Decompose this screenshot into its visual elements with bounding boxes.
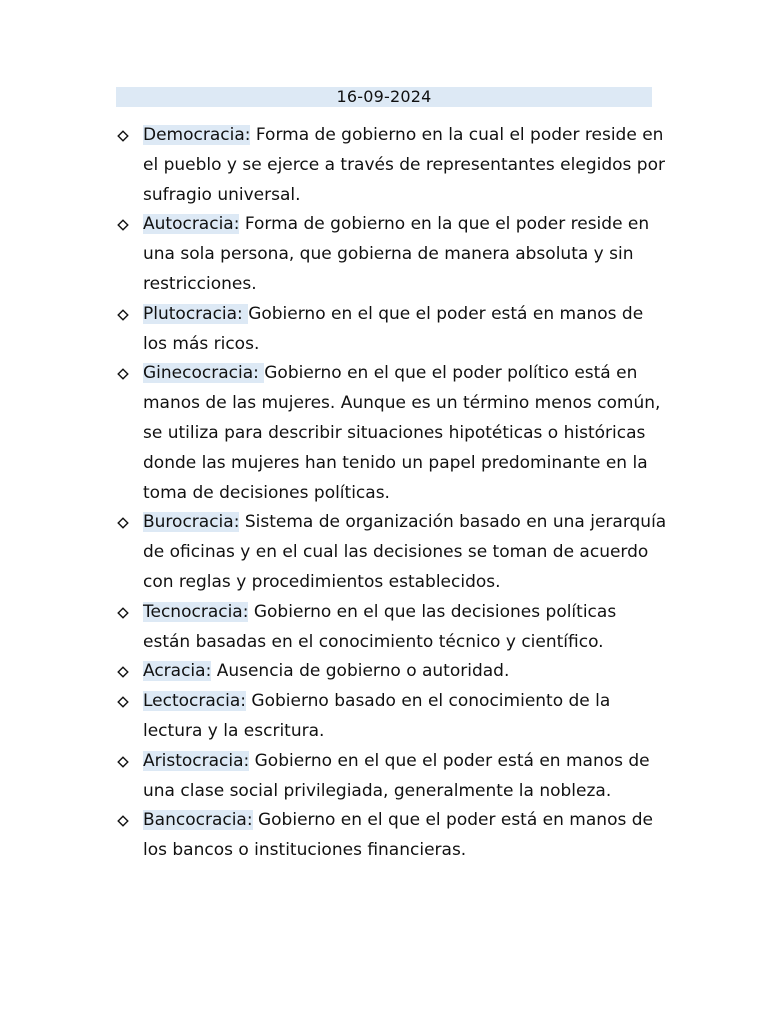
definition: Forma de gobierno en la que el poder reside en una sola persona, que gobierna de manera absoluta y sin restricciones. [143, 214, 650, 294]
diamond-bullet-icon [117, 696, 129, 708]
list-item-autocracia [0, 210, 768, 299]
diamond-bullet-icon [117, 309, 129, 321]
diamond-bullet-icon [117, 219, 129, 231]
term: Acracia: [143, 661, 212, 682]
definition: Gobierno en el que el poder político está en manos de las mujeres. Aunque es un término menos común, se utiliza para describir situaciones hipotéticas o históricas donde las mujeres han tenido un papel predominante en la toma de decisiones políticas. [143, 363, 661, 503]
list-item-tecnocracia [0, 598, 768, 658]
definition: Sistema de organización basado en una jerarquía de oficinas y en el cual las decisiones se toman de acuerdo con reglas y procedimientos establecidos. [143, 512, 667, 592]
diamond-bullet-icon [117, 815, 129, 827]
term: Autocracia: [143, 214, 240, 235]
diamond-bullet-icon [117, 666, 129, 678]
list-item-plutocracia [0, 300, 768, 360]
list-item-burocracia [0, 508, 768, 597]
list-item-lectocracia [0, 687, 768, 747]
term: Aristocracia: [143, 750, 250, 771]
diamond-bullet-icon [117, 130, 129, 142]
list-item-bancocracia [0, 806, 768, 866]
diamond-bullet-icon [117, 607, 129, 619]
term: Democracia: [143, 125, 251, 145]
list-item-acracia [0, 657, 768, 687]
definition: Gobierno en el que el poder está en manos de una clase social privilegiada, generalmente la nobleza. [143, 750, 650, 801]
definition: Gobierno en el que las decisiones políticas están basadas en el conocimiento técnico y científico. [143, 601, 617, 652]
definition: Gobierno en el que el poder está en manos de los más ricos. [143, 303, 644, 354]
term: Lectocracia: [143, 691, 247, 712]
term: Burocracia: [143, 512, 240, 533]
list-item-aristocracia [0, 747, 768, 807]
definition: Forma de gobierno en la cual el poder reside en el pueblo y se ejerce a través de representantes elegidos por sufragio universal. [143, 125, 665, 205]
date-heading: 16-09-2024 [116, 87, 652, 107]
term: Tecnocracia: [143, 601, 249, 622]
definition: Gobierno basado en el conocimiento de la lectura y la escritura. [143, 691, 611, 741]
list-item-ginecocracia [0, 359, 768, 508]
definition: Ausencia de gobierno o autoridad. [211, 661, 510, 682]
term: Bancocracia: [143, 810, 253, 831]
diamond-bullet-icon [117, 756, 129, 768]
term: Ginecocracia: [143, 363, 265, 384]
definition: Gobierno en el que el poder está en manos de los bancos o instituciones financieras. [143, 810, 653, 861]
list-item-democracia [0, 121, 768, 210]
diamond-bullet-icon [117, 517, 129, 529]
diamond-bullet-icon [117, 368, 129, 380]
definitions-list [0, 121, 768, 866]
term: Plutocracia: [143, 303, 249, 324]
